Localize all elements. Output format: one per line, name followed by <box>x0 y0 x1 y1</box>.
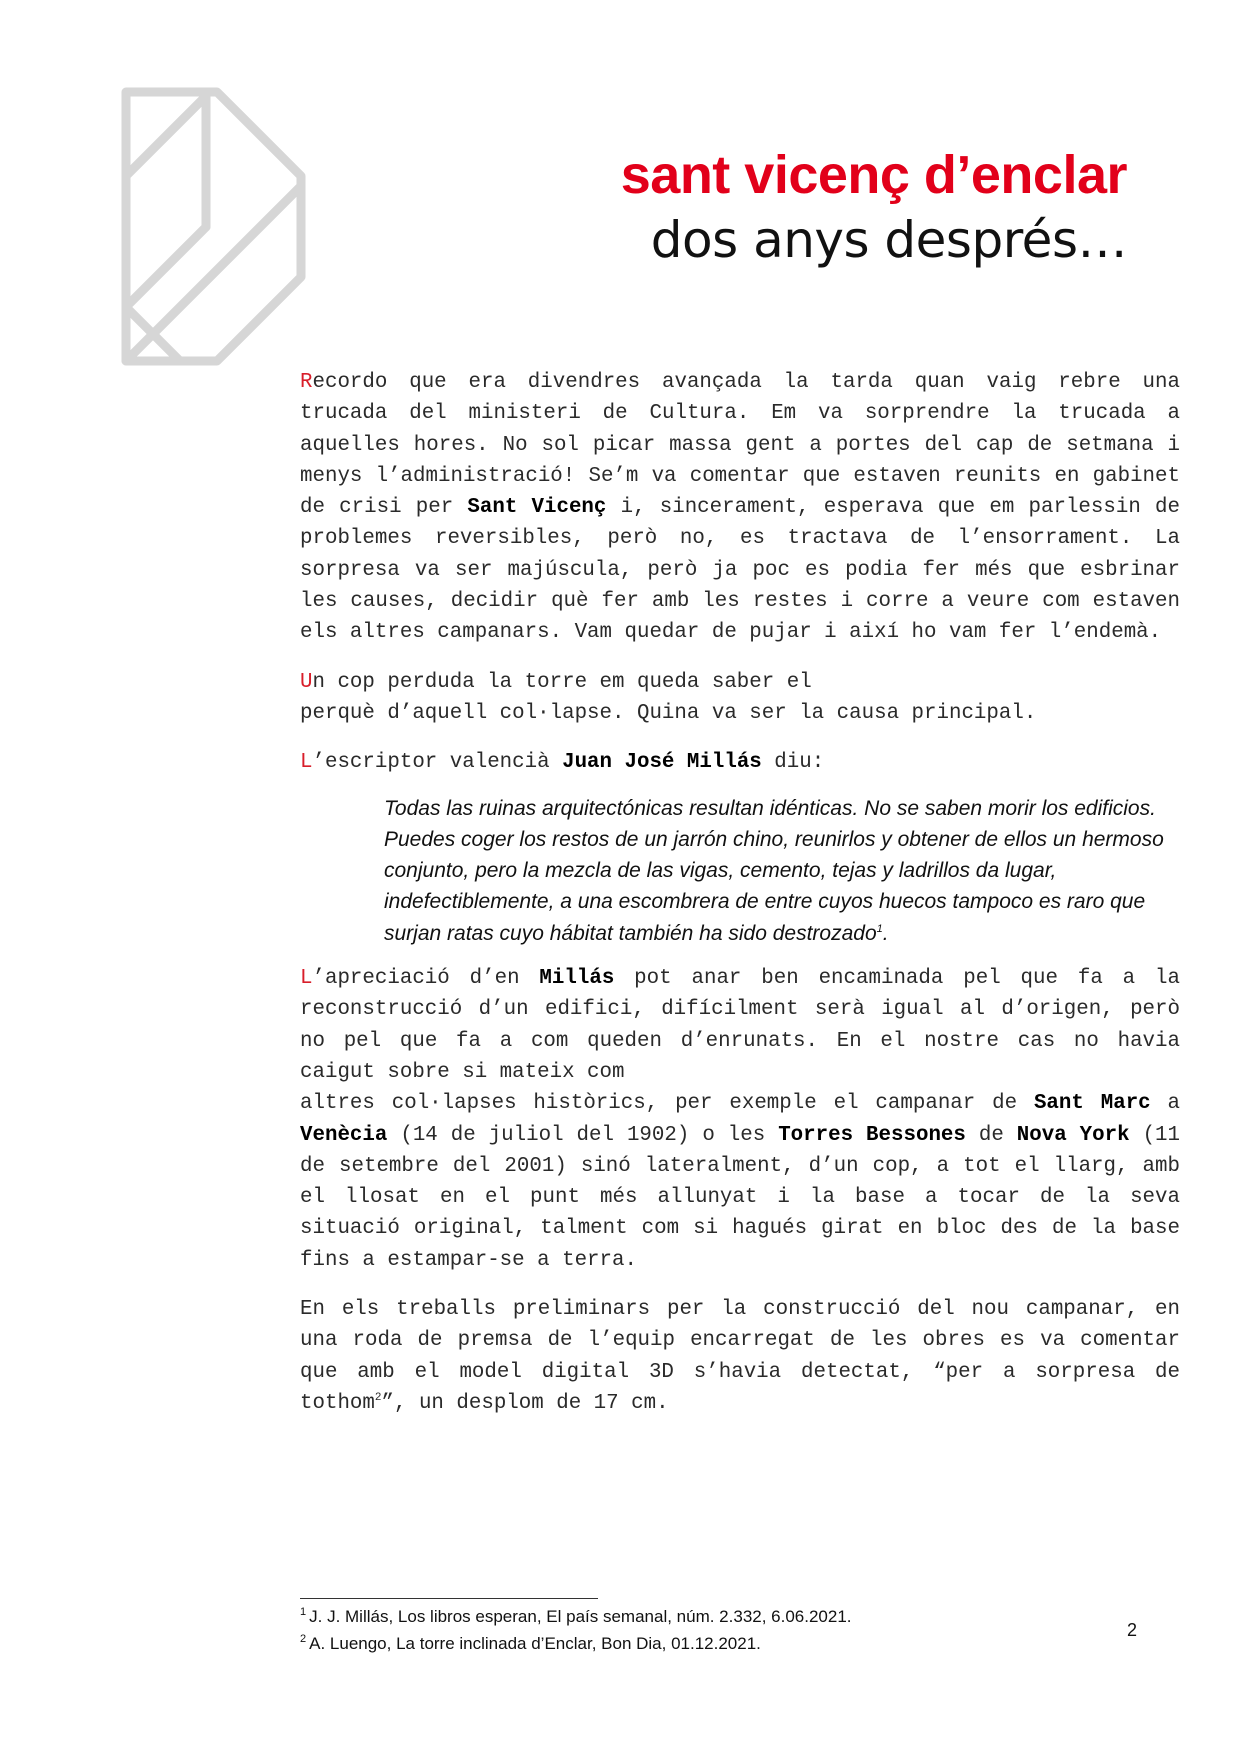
text-run: perquè d’aquell col·lapse. Quina va ser la causa principal. <box>300 701 1037 725</box>
paragraph-1 <box>300 367 1180 649</box>
bold-text: Venècia <box>300 1123 388 1147</box>
footnote-ref: 1 <box>876 922 883 935</box>
footnote-number: 2 <box>300 1633 307 1645</box>
bold-text: Nova York <box>1016 1123 1130 1147</box>
outlined-geometric-d-logo-icon <box>121 87 311 367</box>
text-run: n cop perduda la torre em queda saber el <box>312 670 812 694</box>
drop-letter: L <box>300 751 313 775</box>
text-run: ”, un desplom de 17 cm. <box>381 1391 669 1415</box>
page-title: sant vicenç d’enclar <box>620 145 1127 205</box>
text-run: i, sincerament, esperava que em parlessin de problemes reversibles, però no, es tractava de l’ensorrament. La sorpresa va ser majúscula, però ja poc es podia fer més que esbrinar les causes, decidir què fer amb les restes i corre a veure com estaven els altres campanars. Vam quedar de pujar i així ho vam fer l’endemà. <box>300 496 1180 645</box>
text-run: (11 de setembre del 2001) sinó lateralment, d’un cop, a tot el llarg, amb el llosat en el punt més allunyat i la base a tocar de la seva situació original, talment com si hagués girat en bloc des de la base fins a estampar-se a terra. <box>300 1123 1181 1272</box>
text-run: pot anar ben encaminada pel que fa a la reconstrucció d’un edifici, difícilment serà igual al d’origen, però no pel que fa a com queden d’enrunats. En el nostre cas no havia caigut sobre si mateix com <box>300 967 1180 1084</box>
block-quote <box>384 793 1164 949</box>
quote-text: Todas las ruinas arquitectónicas resultan idénticas. No se saben morir los edificios. Puedes coger los restos de un jarrón chino, reunirlos y obtener de ellos un hermoso conjunto, pero la mezcla de las vigas, cemento, tejas y ladrillos da lugar, indefectiblemente, a una escombrera de entre cuyos huecos tampoco es raro que surjan ratas cuyo hábitat también ha sido destrozado <box>384 796 1164 945</box>
footnote-number: 1 <box>300 1606 307 1618</box>
footnote-ref: 2 <box>374 1391 382 1404</box>
drop-letter: U <box>300 670 313 694</box>
text-run: En els treballs preliminars per la construcció del nou campanar, en una roda de premsa de l’equip encarregat de les obres es va comentar que amb el model digital 3D s’havia detectat, “per a sorpresa de tothom <box>300 1298 1180 1415</box>
paragraph-4 <box>300 963 1180 1276</box>
bold-text: Juan José Millás <box>562 751 762 775</box>
text-run: ecordo que era divendres avançada la tarda quan vaig rebre una trucada del ministeri de Cultura. Em va sorprendre la trucada a aquelles hores. No sol picar massa gent a portes del cap de setmana i menys l’administració! Se’m va comentar que estaven reunits en gabinet de crisi per <box>300 371 1180 520</box>
footnotes <box>300 1603 1100 1657</box>
drop-letter: R <box>300 371 313 394</box>
text-run: ’escriptor valencià <box>312 751 563 775</box>
article-body <box>300 367 1180 1437</box>
footnote-1 <box>300 1603 1100 1630</box>
drop-letter: L <box>300 967 313 991</box>
bold-text: Millás <box>539 967 615 991</box>
text-run: ’apreciació d’en <box>312 967 540 991</box>
text-run: diu: <box>761 751 825 775</box>
bold-text: Torres Bessones <box>778 1123 966 1147</box>
quote-end: . <box>882 921 889 945</box>
logo <box>121 87 311 367</box>
paragraph-5 <box>300 1294 1180 1419</box>
bold-text: Sant Vicenç <box>467 496 607 520</box>
footnote-divider <box>300 1598 598 1599</box>
footnote-2 <box>300 1630 1100 1657</box>
text-run: a <box>1150 1092 1180 1116</box>
title-block <box>621 142 1127 272</box>
footnote-text: J. J. Millás, Los libros esperan, El país semanal, núm. 2.332, 6.06.2021. <box>309 1607 852 1626</box>
footnote-text: A. Luengo, La torre inclinada d’Enclar, Bon Dia, 01.12.2021. <box>309 1634 761 1653</box>
bold-text: Sant Marc <box>1033 1092 1151 1116</box>
text-run: (14 de juliol del 1902) o les <box>387 1123 779 1147</box>
paragraph-2 <box>300 667 1180 730</box>
text-run: de <box>965 1123 1017 1147</box>
text-run: altres col·lapses històrics, per exemple el campanar de <box>300 1092 1034 1116</box>
page-subtitle: dos anys després… <box>650 211 1127 269</box>
paragraph-3 <box>300 747 1180 778</box>
page-number: 2 <box>1126 1620 1137 1640</box>
